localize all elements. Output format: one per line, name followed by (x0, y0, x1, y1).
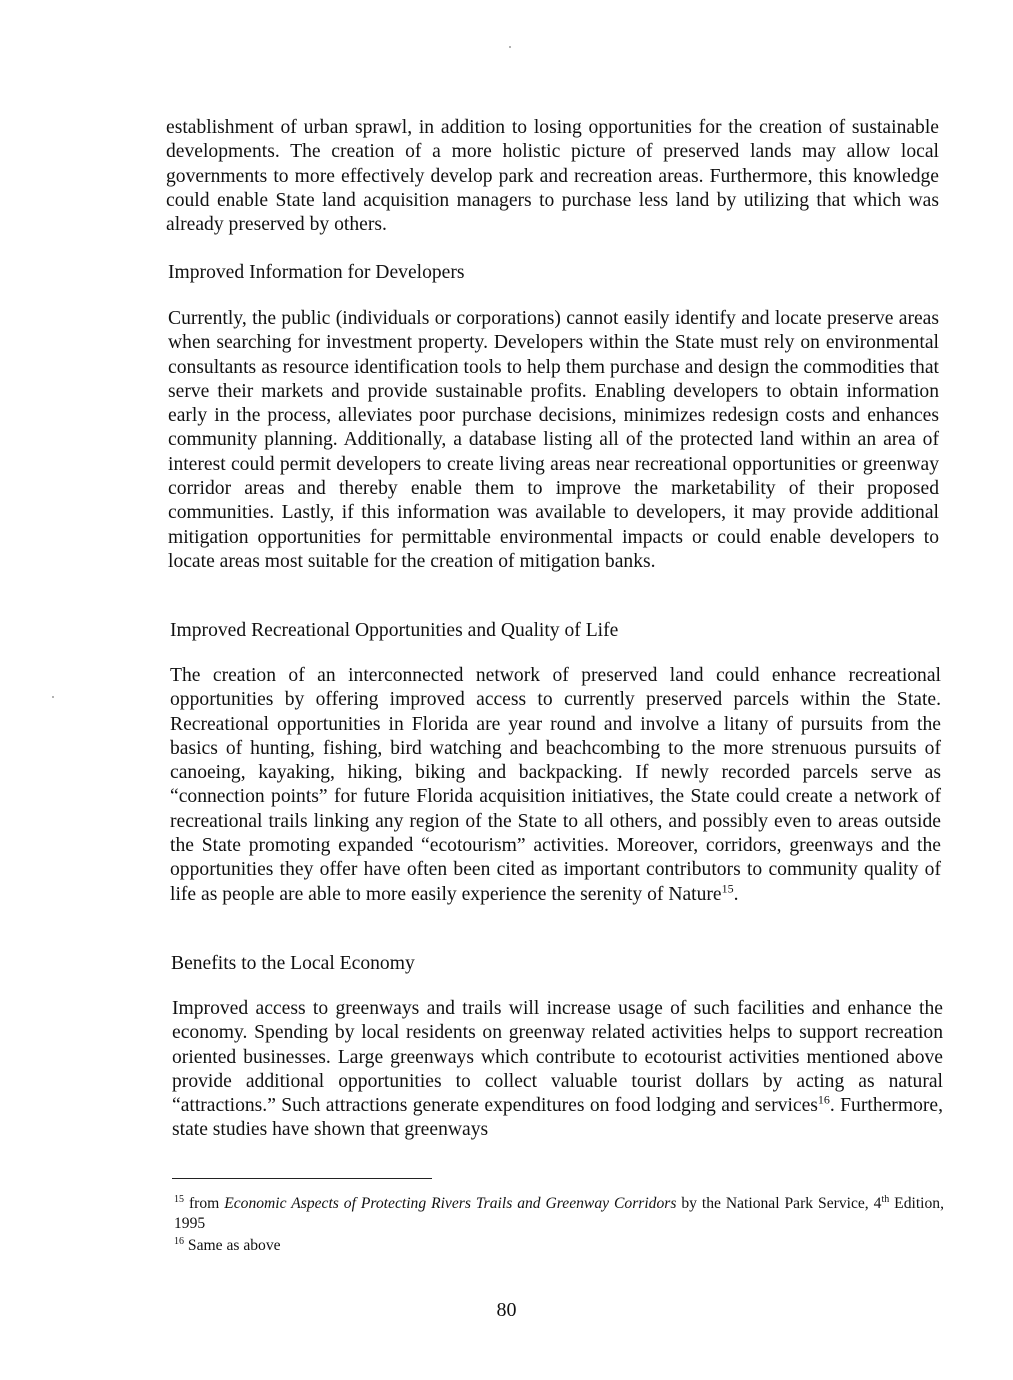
economy-text-end: . Furthermore, state studies have shown that greenways (172, 1095, 943, 1141)
footnote-ref-16: 16 (817, 1092, 830, 1107)
footnote-marker-15: 15 (174, 1193, 184, 1205)
footnote-ref-15: 15 (721, 881, 734, 896)
footnote-15-edition-suffix: th (881, 1193, 890, 1205)
scan-speck (509, 46, 511, 48)
recreation-text-end: . (733, 883, 739, 905)
section-heading-recreation: Improved Recreational Opportunities and Quality of Life (170, 620, 619, 641)
footnote-15 (174, 1194, 944, 1234)
body-paragraph-urban-sprawl: establishment of urban sprawl, in addition to losing opportunities for the creation of sustainable developments. The creation of a more holistic picture of preserved lands may allow local governments to more effectively develop park and recreation areas. Furthermore, this knowledge could enable State land acquisition managers to purchase less land by utilizing that which was already preserved by others. (166, 117, 939, 236)
footnote-15-title: Economic Aspects of Protecting Rivers Trails and Greenway Corridors (224, 1195, 677, 1212)
section-heading-economy: Benefits to the Local Economy (171, 953, 415, 974)
scan-speck (52, 696, 54, 698)
footnote-16 (174, 1236, 944, 1256)
footnote-15-text-after: by the National Park Service, 4 (676, 1195, 882, 1212)
footnote-16-text: Same as above (184, 1237, 281, 1254)
page-number: 80 (496, 1299, 517, 1321)
footnote-marker-16: 16 (174, 1235, 184, 1247)
body-paragraph-economy (172, 997, 943, 1143)
body-paragraph-recreation (170, 664, 941, 907)
recreation-text: The creation of an interconnected network of preserved land could enhance recreational opportunities by offering improved access to currently preserved parcels within the State. Recreational opportunities in Florida are year round and involve a litany of pursuits from the basics of hunting, fishing, bird watching and beachcombing to the more strenuous pursuits of canoeing, kayaking, hiking, biking and backpacking. If newly recorded parcels serve as “connection points” for future Florida acquisition initiatives, the State could create a network of recreational trails linking any region of the State to all others, and possibly even to areas outside the State promoting expanded “ecotourism” activities. Moreover, corridors, greenways and the opportunities they offer have often been cited as important contributors to community quality of life as people are able to more easily experience the serenity of Nature (170, 665, 941, 905)
footnote-15-text: from (184, 1195, 225, 1212)
body-paragraph-developers: Currently, the public (individuals or corporations) cannot easily identify and locate preserve areas when searching for investment property. Developers within the State must rely on environmental consultants as resource identification tools to help them purchase and design the commodities that serve their markets and provide sustainable profits. Enabling developers to obtain information early in the process, alleviates poor purchase decisions, minimizes redesign costs and enhances community planning. Additionally, a database listing all of the protected land within an area of interest could permit developers to create living areas near recreational opportunities or greenway corridor areas and thereby enable them to improve the marketability of their proposed communities. Lastly, if this information was available to developers, it may provide additional mitigation opportunities for permittable environmental impacts or could enable developers to locate areas most suitable for the creation of mitigation banks. (168, 308, 939, 572)
economy-text: Improved access to greenways and trails will increase usage of such facilities and enhance the economy. Spending by local residents on greenway related activities helps to support recreation oriented businesses. Large greenways which contribute to ecotourist activities mentioned above provide additional opportunities to collect valuable tourist dollars by acting as natural “attractions.” Such attractions generate expenditures on food lodging and services (172, 998, 943, 1117)
footnote-15-text-end: Edition, 1995 (174, 1195, 944, 1232)
footnote-separator (172, 1178, 432, 1179)
section-heading-developers: Improved Information for Developers (168, 262, 465, 283)
